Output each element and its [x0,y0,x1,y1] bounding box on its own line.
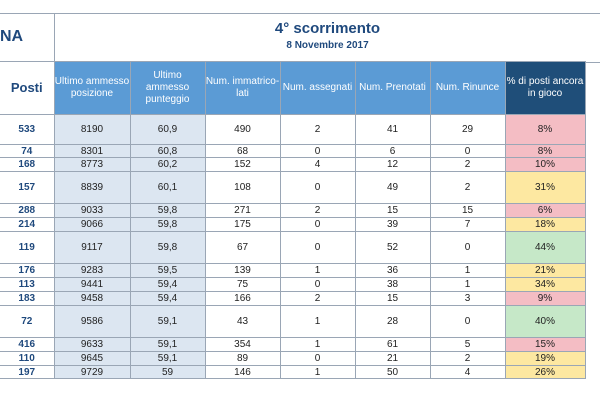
cell-posizione: 8773 [54,158,130,172]
table-row [0,338,585,352]
cell-rinunce: 0 [430,232,505,264]
title-left-cell [0,13,55,63]
table-row [0,218,585,232]
header-ultimo-posizione: Ultimo ammesso posizione [54,62,130,115]
cell-rinunce: 5 [430,338,505,352]
cell-rinunce: 0 [430,145,505,158]
cell-pct: 40% [505,306,585,338]
cell-punteggio: 59,8 [130,218,205,232]
cell-posti: 288 [0,204,54,218]
cell-punteggio: 59,5 [130,264,205,278]
cell-posizione: 8190 [54,115,130,145]
cell-posizione: 9633 [54,338,130,352]
cell-assegnati: 2 [280,292,355,306]
header-posti: Posti [0,62,54,115]
cell-prenotati: 39 [355,218,430,232]
cell-immatricolati: 271 [205,204,280,218]
title-cell [55,13,600,63]
cell-pct: 15% [505,338,585,352]
cell-prenotati: 12 [355,158,430,172]
cell-posizione: 9458 [54,292,130,306]
cell-prenotati: 28 [355,306,430,338]
cell-rinunce: 15 [430,204,505,218]
cell-punteggio: 59,1 [130,338,205,352]
cell-pct: 6% [505,204,585,218]
table-row [0,115,585,145]
cell-punteggio: 59,4 [130,278,205,292]
cell-immatricolati: 108 [205,172,280,204]
title-text: 4° scorrimento [274,20,381,37]
table-row [0,306,585,338]
cell-prenotati: 41 [355,115,430,145]
table-row [0,292,585,306]
cell-prenotati: 49 [355,172,430,204]
cell-prenotati: 21 [355,352,430,366]
table-row [0,264,585,278]
cell-pct: 19% [505,352,585,366]
cell-punteggio: 59,4 [130,292,205,306]
cell-assegnati: 2 [280,204,355,218]
table-row [0,204,585,218]
table-row [0,366,585,379]
cell-posti: 168 [0,158,54,172]
cell-assegnati: 0 [280,172,355,204]
cell-pct: 21% [505,264,585,278]
cell-rinunce: 4 [430,366,505,379]
cell-rinunce: 2 [430,158,505,172]
cell-assegnati: 1 [280,264,355,278]
cell-punteggio: 60,1 [130,172,205,204]
cell-posizione: 9033 [54,204,130,218]
cell-prenotati: 36 [355,264,430,278]
cell-immatricolati: 166 [205,292,280,306]
table-row [0,158,585,172]
cell-pct: 44% [505,232,585,264]
data-table [0,61,586,379]
cell-rinunce: 29 [430,115,505,145]
cell-punteggio: 60,9 [130,115,205,145]
cell-punteggio: 59,1 [130,352,205,366]
cell-posizione: 9066 [54,218,130,232]
cell-rinunce: 1 [430,278,505,292]
cell-posti: 183 [0,292,54,306]
cell-assegnati: 1 [280,338,355,352]
cell-rinunce: 2 [430,352,505,366]
cell-pct: 8% [505,115,585,145]
cell-posti: 157 [0,172,54,204]
cell-rinunce: 2 [430,172,505,204]
table-row [0,172,585,204]
cell-posizione: 9729 [54,366,130,379]
cell-posizione: 9441 [54,278,130,292]
cell-immatricolati: 68 [205,145,280,158]
cell-posti: 74 [0,145,54,158]
cell-rinunce: 3 [430,292,505,306]
cell-prenotati: 15 [355,292,430,306]
cell-punteggio: 59,8 [130,204,205,218]
cell-punteggio: 60,8 [130,145,205,158]
cell-pct: 31% [505,172,585,204]
subtitle-text: 8 Novembre 2017 [286,40,369,51]
cell-posizione: 9586 [54,306,130,338]
cell-immatricolati: 490 [205,115,280,145]
cell-assegnati: 0 [280,145,355,158]
cell-posizione: 9117 [54,232,130,264]
cell-prenotati: 6 [355,145,430,158]
table-row [0,352,585,366]
cell-immatricolati: 146 [205,366,280,379]
cell-posti: 533 [0,115,54,145]
cell-posti: 214 [0,218,54,232]
cell-immatricolati: 75 [205,278,280,292]
cell-immatricolati: 139 [205,264,280,278]
cell-rinunce: 1 [430,264,505,278]
table-row [0,278,585,292]
cell-assegnati: 0 [280,232,355,264]
cell-prenotati: 38 [355,278,430,292]
cell-punteggio: 59,8 [130,232,205,264]
header-immatricolati: Num. immatrico-lati [205,62,280,115]
cell-pct: 18% [505,218,585,232]
cell-posti: 176 [0,264,54,278]
cell-prenotati: 52 [355,232,430,264]
cell-pct: 26% [505,366,585,379]
cell-immatricolati: 175 [205,218,280,232]
cell-punteggio: 59 [130,366,205,379]
cell-posti: 197 [0,366,54,379]
cell-assegnati: 4 [280,158,355,172]
cell-posti: 110 [0,352,54,366]
cell-assegnati: 0 [280,218,355,232]
cell-prenotati: 15 [355,204,430,218]
header-row [0,62,585,115]
cell-immatricolati: 67 [205,232,280,264]
cell-assegnati: 1 [280,306,355,338]
cell-posti: 113 [0,278,54,292]
cell-posti: 72 [0,306,54,338]
title-left-text: NA [0,28,24,45]
cell-punteggio: 59,1 [130,306,205,338]
header-rinunce: Num. Rinunce [430,62,505,115]
header-prenotati: Num. Prenotati [355,62,430,115]
cell-immatricolati: 43 [205,306,280,338]
cell-posizione: 9283 [54,264,130,278]
table-row [0,232,585,264]
header-assegnati: Num. assegnati [280,62,355,115]
cell-pct: 34% [505,278,585,292]
cell-pct: 9% [505,292,585,306]
cell-immatricolati: 89 [205,352,280,366]
cell-assegnati: 0 [280,278,355,292]
cell-immatricolati: 152 [205,158,280,172]
cell-posizione: 8839 [54,172,130,204]
cell-prenotati: 61 [355,338,430,352]
cell-assegnati: 2 [280,115,355,145]
cell-immatricolati: 354 [205,338,280,352]
cell-pct: 10% [505,158,585,172]
cell-prenotati: 50 [355,366,430,379]
cell-posizione: 8301 [54,145,130,158]
cell-assegnati: 1 [280,366,355,379]
cell-assegnati: 0 [280,352,355,366]
cell-posizione: 9645 [54,352,130,366]
cell-posti: 119 [0,232,54,264]
cell-rinunce: 0 [430,306,505,338]
cell-punteggio: 60,2 [130,158,205,172]
cell-pct: 8% [505,145,585,158]
cell-posti: 416 [0,338,54,352]
cell-rinunce: 7 [430,218,505,232]
header-ultimo-punteggio: Ultimo ammesso punteggio [130,62,205,115]
table-row [0,145,585,158]
header-pct: % di posti ancora in gioco [505,62,585,115]
